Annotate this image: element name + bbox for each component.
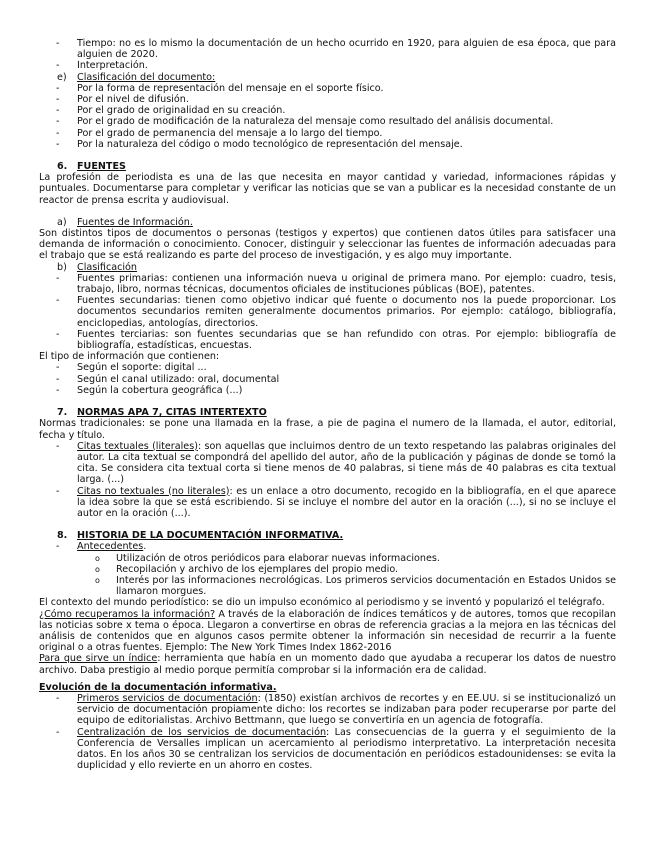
section-heading: 8. HISTORIA DE LA DOCUMENTACIÓN INFORMATIVA. [57, 530, 344, 542]
subsection-heading: Evolución de la documentación informativa. [39, 681, 277, 693]
paragraph: ¿Cómo recuperamos la información? A través de la elaboración de índices temáticos y de autores, tomos que recopilan las noticias sobre x tema o época. Llegaron a convertirse en obras de referencia gracias a la mejora en las técnicas del análisis de contenidos que en algunos casos permite obtener la información sin necesidad de recurrir a la fuente original o a otras fuentes. Ejemplo: The New York Times Index 1862-2016 [39, 608, 616, 654]
list-item: - Fuentes secundarias: tienen como objetivo indicar qué fuente o documento nos la puede proporcionar. Los documentos secundarios remiten generalmente documentos primarios. Por ejemplo: catálogo, bibliografía, enciclopedias, antologías, directorios. [56, 295, 616, 329]
list-item: - Según la cobertura geográfica (...) [56, 384, 243, 396]
list-item: - Fuentes primarias: contienen una información nueva u original de primera mano. Por ejemplo: cuadro, tesis, trabajo, libro, normas técnicas, documentos oficiales de instituciones públicas (BOE), patentes. [56, 272, 616, 296]
paragraph: La profesión de periodista es una de las que necesita en mayor cantidad y variedad, informaciones rápidas y puntuales. Documentarse para completar y verificar las noticias que se van a publicar es la necesidad constante de un reactor de prensa escrita y audiovisual. [39, 172, 616, 206]
list-item: - Según el soporte: digital ... [56, 362, 207, 374]
list-item: - Por el grado de permanencia del mensaje a lo largo del tiempo. [56, 127, 383, 139]
list-item: - Centralización de los servicios de documentación: Las consecuencias de la guerra y el seguimiento de la Conferencia de Versalles implican un acercamiento al periodismo interpretativo. La interpretación necesita datos. En los años 30 se centralizan los servicios de documentación en periódicos estadounidenses: se evita la duplicidad y ello revierte en un ahorro en costes. [56, 726, 616, 772]
list-item: - Por el grado de modificación de la naturaleza del mensaje como resultado del análisis documental. [56, 116, 554, 128]
list-item: o Utilización de otros periódicos para elaborar nuevas informaciones. [95, 552, 440, 564]
document-page [39, 38, 616, 771]
list-item: o Recopilación y archivo de los ejemplares del propio medio. [95, 563, 399, 575]
list-item: - Por el nivel de difusión. [56, 94, 189, 106]
list-item: - Tiempo: no es lo mismo la documentación de un hecho ocurrido en 1920, para alguien de esa época, que para alguien de 2020. [56, 38, 616, 61]
paragraph: Para que sirve un índice: herramienta que había en un momento dado que ayudaba a recuperar los datos de nuestro archivo. Daba prestigio al medio porque permitía comprobar si la información era de calidad. [39, 653, 616, 676]
list-item: - Citas no textuales (no literales): es un enlace a otro documento, recogido en la bibliografía, en el que aparece la idea sobre la que se está escribiendo. Si se incluye el nombre del autor en la oración (...), si no se incluye el autor en la oración (...). [56, 485, 616, 519]
list-item: - Interpretación. [56, 60, 148, 72]
paragraph: El tipo de información que contienen: [39, 351, 220, 363]
list-item: - Por el grado de originalidad en su creación. [56, 105, 286, 117]
subsection-heading: e) Clasificación del documento: [57, 71, 216, 83]
list-item: o Interés por las informaciones necrológicas. Los primeros servicios documentación en Estados Unidos se llamaron morgues. [95, 574, 616, 598]
list-item: - Por la forma de representación del mensaje en el soporte físico. [56, 82, 384, 94]
list-item: - Antecedentes. [56, 541, 147, 553]
list-item: - Primeros servicios de documentación: (1850) existían archivos de recortes y en EE.UU. si se institucionalizó un servicio de documentación propiamente dicho: los recortes se indizaban para poder recuperarse por parte del equipo de editorialistas. Archivo Bettmann, que luego se convertiría en un agencia de fotografía. [56, 692, 616, 727]
section-heading: 6. FUENTES [57, 161, 126, 173]
paragraph: Son distintos tipos de documentos o personas (testigos y expertos) que contienen datos útiles para satisfacer una demanda de información o conocimiento. Conocer, distinguir y seleccionar las fuentes de información adecuadas para el trabajo que se está realizando es parte del proceso de investigación, y es algo muy importante. [39, 228, 616, 262]
list-item: - Según el canal utilizado: oral, documental [56, 373, 280, 385]
paragraph: Normas tradicionales: se pone una llamada en la frase, a pie de pagina el numero de la llamada, el autor, editorial, fecha y título. [39, 418, 616, 441]
subsection-heading: a) Fuentes de Información. [57, 216, 193, 228]
section-heading: 7. NORMAS APA 7, CITAS INTERTEXTO [57, 407, 267, 419]
list-item: - Fuentes terciarias: son fuentes secundarias que se han refundido con otras. Por ejemplo: bibliografía de bibliografía, estadísticas, encuestas. [56, 328, 616, 352]
paragraph: El contexto del mundo periodístico: se dio un impulso económico al periodismo y se inventó y popularizó el telégrafo. [39, 597, 605, 609]
subsection-heading: b) Clasificación [57, 261, 137, 273]
list-item: - Citas textuales (literales): son aquellas que incluimos dentro de un texto respetando las palabras originales del autor. La cita textual se compondrá del apellido del autor, año de la publicación y páginas de donde se tomó la cita. Se considera cita textual corta si tiene menos de 40 palabras, si tiene más de 40 palabras es cita textual larga. (...) [56, 440, 616, 486]
list-item: - Por la naturaleza del código o modo tecnológico de representación del mensaje. [56, 138, 463, 150]
